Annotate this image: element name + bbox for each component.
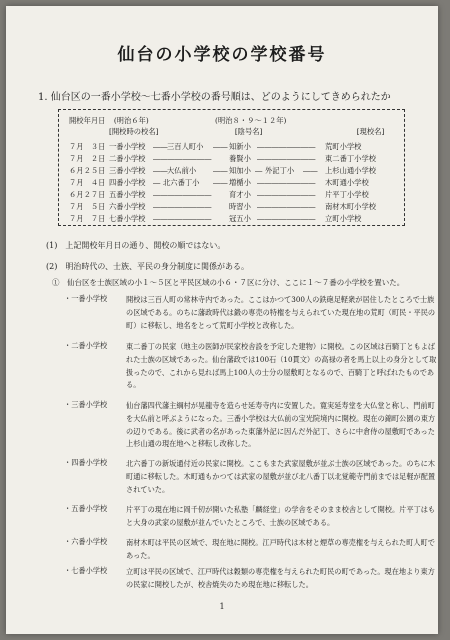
row-yin: 時習小	[229, 202, 251, 211]
row-date: ７月 ２日	[69, 154, 106, 163]
row-dash: ――――――――	[153, 190, 212, 199]
row-dash: ――――――――	[257, 178, 316, 187]
row-date: ６月２７日	[69, 190, 106, 199]
row-date: ７月 ５日	[69, 202, 106, 211]
row-dash: ――――――――	[257, 214, 316, 223]
row-mid: 大仏前小	[167, 166, 197, 175]
row-name: 一番小学校	[109, 142, 146, 151]
entry-body: 東二番丁の民家（地主の医師が民家校舎設を予定した建物）に開校。この区域は百騎丁ともよばれた士族の区域であった。仙台藩政では100石（10貫文）の高禄の者を馬上以上の身分として取扱ったので、これから見れば馬上100人の士分の屋敷町となるので、百騎丁と呼ばれたものである。	[126, 342, 437, 390]
row-current: 片平丁小学校	[325, 190, 369, 199]
header-col3: [現校名]	[356, 127, 385, 136]
row-yin: 知新小	[229, 142, 251, 151]
header-era2: (明治８・９～１２年)	[215, 116, 287, 125]
entry-key: ・五番小学校	[64, 504, 108, 513]
entry-key: ・四番小学校	[64, 458, 108, 467]
row-name: 三番小学校	[109, 166, 146, 175]
row-date: ７月 ７日	[69, 214, 106, 223]
page-title: 仙台の小学校の学校番号	[117, 45, 327, 65]
row-yin: 冠五小	[229, 214, 251, 223]
entry-body: 片平丁の現在地に岡千仞が開いた私塾「麟経堂」の学舎をそのまま校舎として開校。片平丁はもと大身の武家の屋敷が並んでいたところで、士族の区域である。	[126, 505, 436, 527]
row-current: 上杉山通小学校	[325, 166, 377, 175]
row-yin: 増楯小	[229, 178, 251, 187]
entry-body: 北六番丁の新坂通付近の民家に開校。ここもまた武家屋敷が並ぶ士族の区域であった。のちに木町通に移転した。木町通もかつては武家の屋敷が並び北八番丁以北覚範寺門前までは足軽が配置されていた。	[126, 459, 436, 494]
header-col2: [陰号名]	[234, 127, 263, 136]
document-page	[6, 6, 438, 634]
entry-body: 立町は平民の区域で、江戸時代は穀類の専売権を与えられた町民の町であった。現在地より東方の民家に開校したが、校舎焼失のため現在地に移転した。	[126, 567, 435, 589]
row-current: 荒町小学校	[325, 142, 362, 151]
row-date: ６月２５日	[69, 166, 106, 175]
entry-body: 仙台藩四代藩主綱村が晃龍寺を造らせ延寿寺内に安置した。寛実延寿堂を大仏堂と称し、門前町を大仏前と呼ぶようになった。三番小学校は大仏前の宝光院境内に開校。現在の錦町公園の東方の辺りである。後に武者の名があった東藩外記に因んだ外記丁、さらに中倉侍の屋敷町であった上杉山通の現在地へと移転し改称した。	[126, 401, 436, 449]
entry-key: ・七番小学校	[64, 566, 108, 575]
question-heading: 1. 仙台区の一番小学校～七番小学校の番号順は、どのようにしてきめられたか	[38, 92, 391, 103]
note-2: (2) 明治時代の、士族、平民の身分制度に関係がある。	[46, 262, 250, 271]
row-current: 木町通小学校	[325, 178, 369, 187]
header-col1: [開校時の校名]	[109, 127, 159, 136]
row-yin: 知加小	[229, 166, 251, 175]
row-dash: ――	[303, 166, 318, 175]
row-name: 四番小学校	[109, 178, 146, 187]
row-dash: ――――――――	[257, 142, 316, 151]
entry-key: ・六番小学校	[64, 537, 108, 546]
header-date: 開校年月日	[69, 116, 106, 125]
note-1: (1) 上記開校年月日の通り、開校の順ではない。	[46, 241, 226, 250]
row-dash: ――――――――	[153, 214, 212, 223]
row-dash: ――	[213, 142, 228, 151]
row-dash: ――――――――	[257, 202, 316, 211]
row-name: 五番小学校	[109, 190, 146, 199]
row-date: ７月 ３日	[69, 142, 106, 151]
entry-body: 南材木町は平民の区域で、現在地に開校。江戸時代は木材と煙草の専売権を与えられた町人町であった。	[126, 538, 435, 560]
row-dash: ――	[153, 142, 168, 151]
row-dash: ――――――――	[153, 202, 212, 211]
row-mid: 三百人町小	[167, 142, 204, 151]
row-current: 東二番丁小学校	[325, 154, 377, 163]
entry-key: ・三番小学校	[64, 400, 108, 409]
row-yin: 養賢小	[229, 154, 251, 163]
entry-body: 開校は三百人町の常林寺内であった。ここはかつて300人の鉄砲足軽衆が居住したところで士族の区域である。のちに藩政時代は鍛の専売の特権を与えられていた現在地の荒町（町民・平民の町）に移転し、地名をとって荒町小学校と改称した。	[126, 295, 436, 330]
row-yin: 育才小	[229, 190, 251, 199]
row-dash: ――	[213, 178, 228, 187]
row-date: ７月 ４日	[69, 178, 106, 187]
entry-key: ・一番小学校	[64, 294, 108, 303]
row-current: 立町小学校	[325, 214, 362, 223]
row-name: 二番小学校	[109, 154, 146, 163]
row-dash: ―	[255, 166, 263, 175]
row-dash: ――――――――	[153, 154, 212, 163]
row-name: 六番小学校	[109, 202, 146, 211]
entry-key: ・二番小学校	[64, 341, 108, 350]
sub-item-1: ① 仙台区を士族区域の小１～５区と平民区域の小６・７区に分け、ここに１～７番の小学校を置いた。	[52, 278, 405, 287]
row-current: 南材木町小学校	[325, 202, 377, 211]
row-mid2: 外記丁小	[265, 166, 295, 175]
header-era1: (明治６年)	[113, 116, 149, 125]
school-table-box	[58, 109, 405, 226]
table-subheader-row	[69, 127, 384, 137]
row-dash: ――	[213, 166, 228, 175]
row-dash: ――――――――	[257, 154, 316, 163]
row-dash: ――――――――	[257, 190, 316, 199]
page-number: 1	[219, 602, 225, 611]
row-dash: ―	[153, 178, 161, 187]
row-name: 七番小学校	[109, 214, 146, 223]
row-dash: ――	[153, 166, 168, 175]
row-mid: 北六番丁小	[163, 178, 200, 187]
table-header-row	[69, 116, 286, 126]
